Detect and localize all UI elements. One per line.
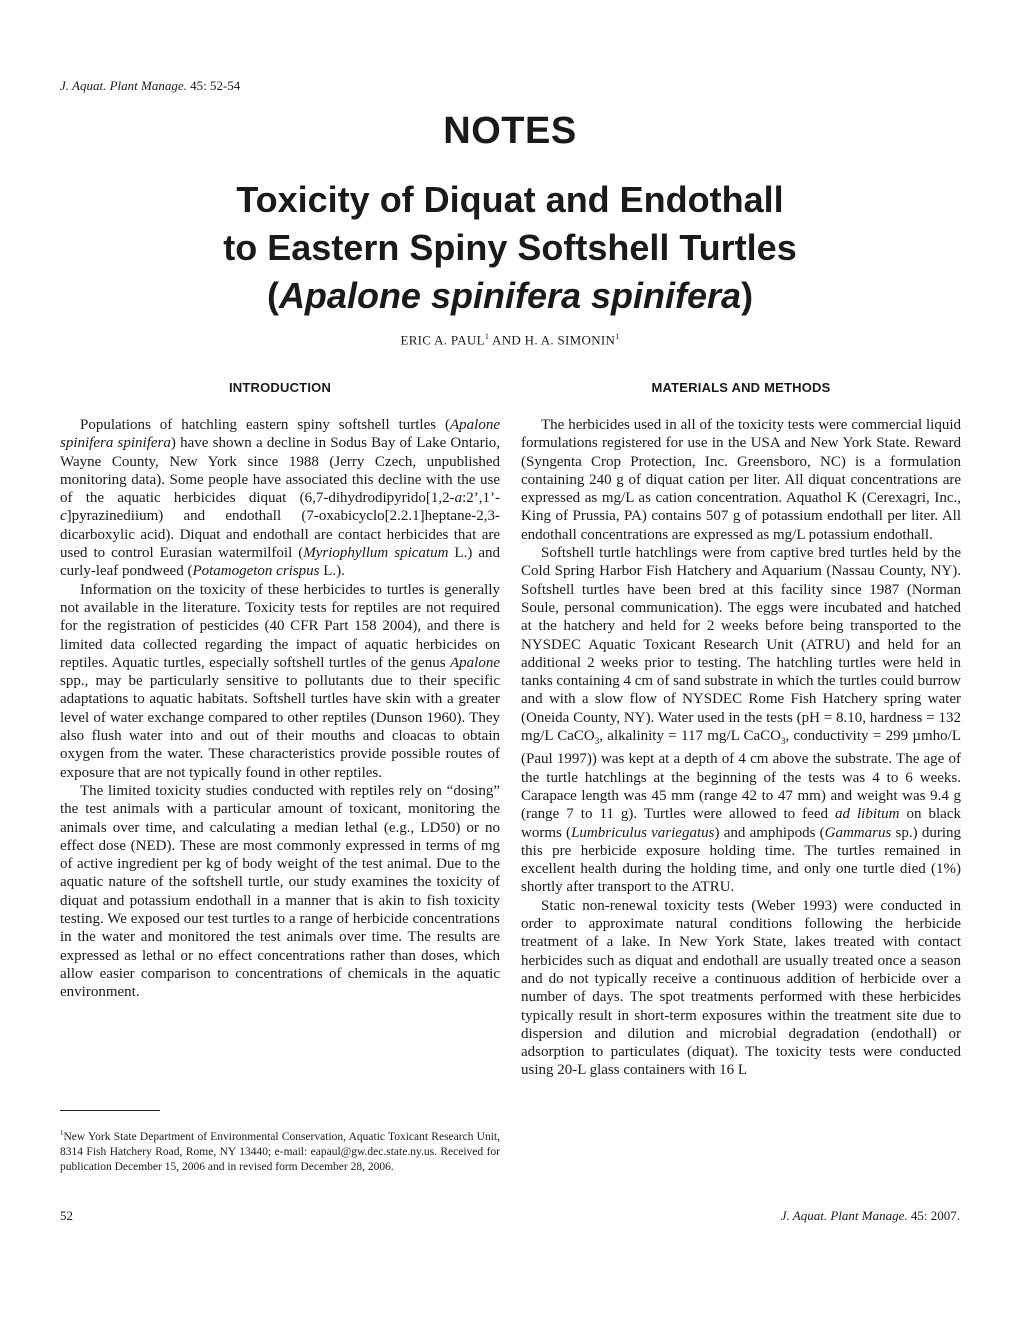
journal-citation: 45: 52-54 — [190, 78, 241, 93]
materials-paragraph-3: Static non-renewal toxicity tests (Weber 1993) were conducted in order to approximate natural conditions following the herbicide treatment of a lake. In New York State, lakes treated with contact herbicides such as diquat and endothall are usually treated once a season and do not typically receive a continuous addition of herbicide over a number of days. The spot treatments performed with these herbicides typically result in short-term exposures within the treatment site due to dispersion and dilution and microbial degradation (endothall) or adsorption to particulates (diquat). The toxicity tests were conducted using 20-L glass containers with 16 L — [521, 897, 961, 1079]
footnote-rule — [60, 1110, 160, 1111]
journal-name: J. Aquat. Plant Manage. — [60, 78, 187, 93]
article-title — [0, 176, 1020, 320]
author-line: ERIC A. PAUL$^1$ AND H. A. SIMONIN$^1$ — [400, 332, 620, 348]
running-head — [60, 78, 240, 94]
footnote-text: New York State Department of Environmental Conservation, Aquatic Toxicant Research Unit, 8314 Fish Hatchery Road, Rome, NY 13440; e-mail: eapaul@gw.dec.state.ny.us. Received for publication December 15, 2006 and in revised form December 28, 2006. — [60, 1130, 500, 1173]
title-line-3: (Apalone spinifera spinifera) — [266, 275, 754, 316]
right-column — [521, 380, 961, 1080]
footer-citation: J. Aquat. Plant Manage. 45: 2007. — [780, 1208, 960, 1223]
left-column — [60, 380, 500, 1002]
page-number: 52 — [60, 1208, 73, 1223]
footnote — [60, 1126, 500, 1175]
materials-paragraph-1: The herbicides used in all of the toxicity tests were commercial liquid formulations registered for use in the USA and New York State. Reward (Syngenta Crop Protection, Inc. Greensboro, NC) is a formulation containing 240 g of diquat cation per liter. All diquat concentrations are expressed as mg/L as cation concentration. Aquathol K (Cerexagri, Inc., King of Prussia, PA) contains 507 g of potassium endothall per liter. All endothall concentrations are expressed as mg/L potassium endothall. — [521, 417, 961, 543]
footnote-mark: 1 — [60, 1129, 64, 1137]
materials-paragraph-2: Softshell turtle hatchlings were from captive bred turtles held by the Cold Spring Harbor Fish Hatchery and Aquarium (Nassau County, NY). Softshell turtles have been bred at this facility since 1987 (Norman Soule, personal communication). The eggs were incubated and hatched at the hatchery and held for 2 weeks before being transported to the NYSDEC Aquatic Toxicant Research Unit (ATRU) and held for an additional 2 weeks prior to testing. The hatchling turtles were held in tanks containing 4 cm of sand substrate in which the turtles could burrow and with a slow flow of NYSDEC Rome Fish Hatchery spring water (Oneida County, NY). Water used in the tests (pH = 8.10, hardness = 132 mg/L CaCO$_3$, alkalinity = 117 mg/L CaCO$_3$, conductivity = 299 µmho/L (Paul 1997)) was kept at a depth of 4 cm above the substrate. The age of the turtle hatchlings at the beginning of the tests was 4 to 6 weeks. Carapace length was 45 mm (range 42 to 47 mm) and weight was 9.4 g (range 7 to 11 g). Turtles were allowed to feed ad libitum on black worms (Lumbriculus variegatus) and amphipods (Gammarus sp.) during this pre herbicide exposure holding time. The turtles remained in excellent health during the holding time, and only one turtle died (1%) shortly after transport to the ATRU. — [521, 545, 962, 896]
title-line-2: to Eastern Spiny Softshell Turtles — [223, 227, 797, 268]
title-species: Apalone spinifera spinifera — [278, 275, 742, 316]
introduction-heading: INTRODUCTION — [228, 380, 332, 395]
author-1: ERIC A. PAUL — [400, 332, 485, 348]
author-2-affiliation-mark: 1 — [615, 332, 620, 341]
title-line-1: Toxicity of Diquat and Endothall — [236, 179, 784, 220]
author-1-affiliation-mark: 1 — [484, 332, 490, 341]
introduction-paragraph-1: Populations of hatchling eastern spiny softshell turtles (Apalone spinifera spinifera) have shown a decline in Sodus Bay of Lake Ontario, Wayne County, New York since 1988 (Jerry Czech, unpublished monitoring data). Some people have associated this decline with the use of the aquatic herbicides diquat (6,7-dihydrodipyrido[1,2-a:2’,1’-c]pyrazinediium) and endothall (7-oxabicyclo[2.2.1]heptane-2,3-dicarboxylic acid). Diquat and endothall are contact herbicides that are used to control Eurasian watermilfoil (Myriophyllum spicatum L.) and curly-leaf pondweed (Potamogeton crispus L.). — [60, 417, 501, 580]
materials-methods-heading: MATERIALS AND METHODS — [651, 380, 831, 395]
section-label: NOTES — [443, 110, 577, 152]
author-2: H. A. SIMONIN — [524, 332, 616, 348]
introduction-paragraph-3: The limited toxicity studies conducted with reptiles rely on “dosing” the test animals with a particular amount of toxicant, monitoring the animals over time, and calculating a median lethal (e.g., LD50) or no effect dose (NED). These are most commonly expressed in terms of mg of active ingredient per kg of body weight of the test animal. Due to the aquatic nature of the softshell turtle, our study examines the toxicity of diquat and potassium endothall in a manner that is akin to fish toxicity testing. We exposed our test turtles to a range of herbicide concentrations in the water and monitored the test animals over time. The results are expressed as lethal or no effect concentrations rather than doses, which allow easier comparison to concentrations of chemicals in the aquatic environment. — [60, 782, 500, 1001]
introduction-paragraph-2: Information on the toxicity of these herbicides to turtles is generally not available in the literature. Toxicity tests for reptiles are not required for the registration of pesticides (40 CFR Part 158 2004), and there is limited data collected regarding the impact of aquatic herbicides on reptiles. Aquatic turtles, especially softshell turtles of the genus Apalone spp., may be particularly sensitive to pollutants due to their specific adaptations to aquatic habitats. Softshell turtles have skin with a greater level of water exchange compared to other reptiles (Dunson 1960). They also flush water into and out of their mouths and cloacas to obtain oxygen from the water. These characteristics provide possible routes of exposure that are not typically found in other reptiles. — [60, 581, 500, 781]
